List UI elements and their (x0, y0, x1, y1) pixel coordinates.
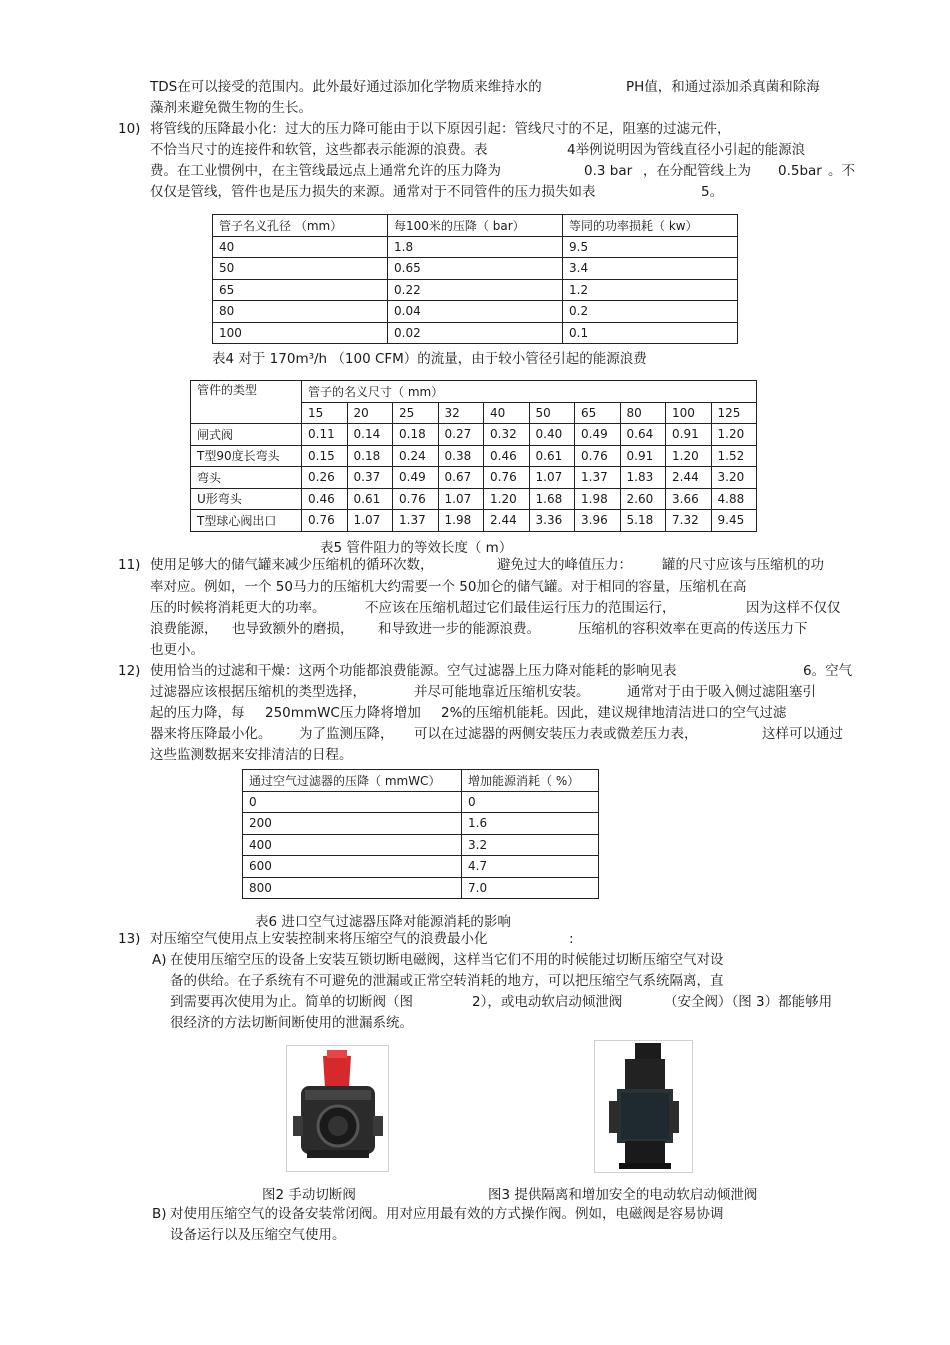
figure2-caption: 图2 手动切断阀 (262, 1187, 356, 1203)
table-cell: 0.49 (575, 424, 621, 446)
table-cell: 1.98 (438, 510, 484, 532)
item10-line3c: ，在分配管线上为 (643, 163, 751, 179)
table6-header: 通过空气过滤器的压降（ mmWC） (243, 770, 462, 792)
table-cell: 1.20 (666, 445, 712, 467)
table-cell: 1.20 (711, 424, 757, 446)
table-cell: 800 (243, 877, 462, 899)
table-cell: 0.91 (620, 445, 666, 467)
table5-size: 50 (529, 402, 575, 424)
table5-caption: 表5 管件阻力的等效长度（ m） (320, 540, 513, 556)
table-cell: 0.27 (438, 424, 484, 446)
item13-line1b: : (569, 931, 574, 947)
table-cell: 4.7 (462, 856, 599, 878)
manual-valve-illustration (287, 1046, 388, 1171)
table-cell: 65 (213, 279, 388, 301)
item11-line3c: 因为这样不仅仅 (746, 600, 841, 616)
dump-valve-illustration (595, 1041, 692, 1172)
table-cell: 0.11 (302, 424, 348, 446)
item10-line2b: 4举例说明因为管线直径小引起的能源浪 (567, 142, 806, 158)
item11-line1b: 避免过大的峰值压力： (497, 557, 632, 573)
item11-line4c: 和导致进一步的能源浪费。 (378, 621, 540, 637)
item12-line3c: 2%的压缩机能耗。因此，建议规律地清洁进口的空气过滤 (441, 705, 787, 721)
item12-line4a: 器来将压降最小化。 (150, 726, 272, 742)
table-cell: 1.68 (529, 488, 575, 510)
table-cell: 1.6 (462, 813, 599, 835)
table-cell: 3.2 (462, 834, 599, 856)
table-cell: 0.18 (347, 445, 393, 467)
table4-header-row (213, 215, 738, 237)
table-cell: 80 (213, 301, 388, 323)
table-cell: 0.76 (393, 488, 439, 510)
table5-size: 15 (302, 402, 348, 424)
table-cell: 3.66 (666, 488, 712, 510)
table-cell: 2.60 (620, 488, 666, 510)
table4-header: 等同的功率损耗（ kw） (563, 215, 738, 237)
item10-line3b: 0.3 bar (584, 163, 633, 179)
table-row (191, 424, 757, 446)
table5-fitting-name: U形弯头 (191, 488, 302, 510)
table-cell: 0.38 (438, 445, 484, 467)
item12-line4d: 这样可以通过 (762, 726, 843, 742)
item12-line2c: 通常对于由于吸入侧过滤阻塞引 (627, 684, 816, 700)
table-row (243, 791, 599, 813)
item10-line3e: 。不 (828, 163, 855, 179)
table-cell: 600 (243, 856, 462, 878)
table-cell: 1.37 (575, 467, 621, 489)
figure3-dump-valve-image (594, 1040, 693, 1173)
item13-subA-line2: 备的供给。在子系统有不可避免的泄漏或正常空转消耗的地方，可以把压缩空气系统隔离，直 (170, 973, 724, 989)
item13-subA-line1: 在使用压缩空压的设备上安装互锁切断电磁阀，这样当它们不用的时候能过切断压缩空气对设 (170, 952, 724, 968)
item12-line4c: 可以在过滤器的两侧安装压力表或微差压力表， (414, 726, 698, 742)
item11-line4b: 也导致额外的磨损， (232, 621, 354, 637)
table-cell: 0.61 (529, 445, 575, 467)
table-cell: 5.18 (620, 510, 666, 532)
item11-number: 11) (118, 557, 141, 573)
table-cell: 7.0 (462, 877, 599, 899)
table-cell: 3.96 (575, 510, 621, 532)
intro-line1a: TDS在可以接受的范围内。此外最好通过添加化学物质来维持水的 (150, 79, 542, 95)
item11-line4d: 压缩机的容积效率在更高的传送压力下 (578, 621, 808, 637)
table5-fitting-name: 闸式阀 (191, 424, 302, 446)
item13-subA-line3c: （安全阀）（图 3）都能够用 (664, 994, 833, 1010)
table-cell: 0.91 (666, 424, 712, 446)
table-cell: 2.44 (666, 467, 712, 489)
table-cell: 9.5 (563, 236, 738, 258)
item13-subA-label: A) (152, 952, 167, 968)
item13-subB-line2: 设备运行以及压缩空气使用。 (170, 1227, 346, 1243)
table-row (191, 488, 757, 510)
table-cell: 0.02 (388, 322, 563, 344)
table-cell: 200 (243, 813, 462, 835)
table-cell: 0.49 (393, 467, 439, 489)
item11-line2: 率对应。例如，一个 50马力的压缩机大约需要一个 50加仑的储气罐。对于相同的容量，压缩机在高 (150, 579, 747, 595)
table5-size: 25 (393, 402, 439, 424)
table-cell: 1.8 (388, 236, 563, 258)
table-cell: 1.07 (438, 488, 484, 510)
table-cell: 1.2 (563, 279, 738, 301)
table-row (191, 445, 757, 467)
table5-fitting-name: T型球心阀出口 (191, 510, 302, 532)
table5-group-header-row (191, 381, 757, 403)
item12-line2b: 并尽可能地靠近压缩机安装。 (414, 684, 590, 700)
table5-group-header: 管子的名义尺寸（ mm） (302, 381, 757, 403)
table-cell: 0.76 (575, 445, 621, 467)
item13-subB-label: B) (152, 1206, 167, 1222)
table-cell: 0.40 (529, 424, 575, 446)
item11-line3a: 压的时候将消耗更大的功率。 (150, 600, 326, 616)
table-cell: 0.46 (302, 488, 348, 510)
item10-line4a: 仅仅是管线，管件也是压力损失的来源。通常对于不同管件的压力损失如表 (150, 184, 596, 200)
item12-line2a: 过滤器应该根据压缩机的类型选择， (150, 684, 366, 700)
table-cell: 1.98 (575, 488, 621, 510)
item12-line5: 这些监测数据来安排清洁的日程。 (150, 747, 353, 763)
item12-line1b: 6。空气 (803, 663, 853, 679)
item10-line4b: 5。 (701, 184, 724, 200)
table-cell: 1.52 (711, 445, 757, 467)
table5-fitting-name: T型90度长弯头 (191, 445, 302, 467)
table-cell: 4.88 (711, 488, 757, 510)
table-cell: 0.37 (347, 467, 393, 489)
figure2-manual-shutoff-valve-image (286, 1045, 389, 1172)
table-cell: 2.44 (484, 510, 530, 532)
table-cell: 3.20 (711, 467, 757, 489)
item13-subA-line3b: 2），或电动软启动倾泄阀 (472, 994, 623, 1010)
table5-size: 80 (620, 402, 666, 424)
table-cell: 400 (243, 834, 462, 856)
table5-fitting-name: 弯头 (191, 467, 302, 489)
item13-subA-line4: 很经济的方法切断间断使用的泄漏系统。 (170, 1015, 413, 1031)
table5-size: 100 (666, 402, 712, 424)
table-cell: 0.04 (388, 301, 563, 323)
table-cell: 0.24 (393, 445, 439, 467)
table-cell: 0 (243, 791, 462, 813)
item12-number: 12) (118, 663, 141, 679)
item11-line3b: 不应该在压缩机超过它们最佳运行压力的范围运行， (365, 600, 676, 616)
table-row (191, 467, 757, 489)
item13-number: 13) (118, 931, 141, 947)
table-row (213, 258, 738, 280)
item12-line3a: 起的压力降，每 (150, 705, 245, 721)
table-cell: 1.07 (347, 510, 393, 532)
table-cell: 0.32 (484, 424, 530, 446)
table-row (243, 877, 599, 899)
table-cell: 1.20 (484, 488, 530, 510)
table-cell: 0 (462, 791, 599, 813)
item10-line3d: 0.5bar (778, 163, 822, 179)
table-cell: 0.18 (393, 424, 439, 446)
table-row (191, 510, 757, 532)
table-row (243, 856, 599, 878)
item12-line1a: 使用恰当的过滤和干燥：这两个功能都浪费能源。空气过滤器上压力降对能耗的影响见表 (150, 663, 677, 679)
table6 (242, 769, 599, 899)
item10-line1: 将管线的压降最小化：过大的压力降可能由于以下原因引起：管线尺寸的不足，阻塞的过滤元件， (150, 121, 731, 137)
table-row (213, 236, 738, 258)
table-row (243, 834, 599, 856)
item10-number: 10) (118, 121, 141, 137)
table4 (212, 214, 738, 344)
table5 (190, 380, 757, 532)
table-cell: 1.07 (529, 467, 575, 489)
table6-header: 增加能源消耗（ %） (462, 770, 599, 792)
table-cell: 0.1 (563, 322, 738, 344)
table5-size: 32 (438, 402, 484, 424)
table-cell: 3.36 (529, 510, 575, 532)
table-row (243, 813, 599, 835)
table-cell: 0.46 (484, 445, 530, 467)
table5-size: 40 (484, 402, 530, 424)
item10-line2a: 不恰当尺寸的连接件和软管，这些都表示能源的浪费。表 (150, 142, 488, 158)
table-cell: 100 (213, 322, 388, 344)
table-row (213, 322, 738, 344)
table5-corner: 管件的类型 (191, 381, 302, 424)
item13-subB-line1: 对使用压缩空气的设备安装常闭阀。用对应用最有效的方式操作阀。例如，电磁阀是容易协调 (170, 1206, 724, 1222)
table4-header: 每100米的压降（ bar） (388, 215, 563, 237)
item12-line3b: 250mmWC压力降将增加 (265, 705, 421, 721)
intro-line1b: PH值，和通过添加杀真菌和除海 (626, 79, 820, 95)
item11-line1a: 使用足够大的储气罐来减少压缩机的循环次数， (150, 557, 434, 573)
table4-caption: 表4 对于 170m³/h （100 CFM）的流量，由于较小管径引起的能源浪费 (212, 351, 647, 367)
table5-size: 20 (347, 402, 393, 424)
table-row (213, 301, 738, 323)
table6-header-row (243, 770, 599, 792)
table-cell: 0.22 (388, 279, 563, 301)
table-cell: 0.65 (388, 258, 563, 280)
table-cell: 40 (213, 236, 388, 258)
table-cell: 0.26 (302, 467, 348, 489)
table6-caption: 表6 进口空气过滤器压降对能源消耗的影响 (255, 914, 511, 930)
table-cell: 0.76 (302, 510, 348, 532)
table5-size: 125 (711, 402, 757, 424)
item11-line5: 也更小。 (150, 642, 204, 658)
table-cell: 0.76 (484, 467, 530, 489)
table-cell: 3.4 (563, 258, 738, 280)
table-cell: 0.14 (347, 424, 393, 446)
table-cell: 1.37 (393, 510, 439, 532)
item12-line4b: 为了监测压降， (299, 726, 394, 742)
table-cell: 1.83 (620, 467, 666, 489)
table-cell: 0.2 (563, 301, 738, 323)
table-cell: 7.32 (666, 510, 712, 532)
table5-size: 65 (575, 402, 621, 424)
intro-line2: 藻剂来避免微生物的生长。 (150, 100, 312, 116)
figure3-caption: 图3 提供隔离和增加安全的电动软启动倾泄阀 (488, 1187, 758, 1203)
table-cell: 0.15 (302, 445, 348, 467)
table-cell: 9.45 (711, 510, 757, 532)
table-cell: 50 (213, 258, 388, 280)
item13-subA-line3a: 到需要再次使用为止。简单的切断阀（图 (170, 994, 413, 1010)
table-cell: 0.67 (438, 467, 484, 489)
item10-line3a: 费。在工业惯例中，在主管线最远点上通常允许的压力降为 (150, 163, 501, 179)
item11-line4a: 浪费能源， (150, 621, 218, 637)
item13-line1a: 对压缩空气使用点上安装控制来将压缩空气的浪费最小化 (150, 931, 488, 947)
table-row (213, 279, 738, 301)
table4-header: 管子名义孔径 （mm） (213, 215, 388, 237)
table-cell: 0.64 (620, 424, 666, 446)
table-cell: 0.61 (347, 488, 393, 510)
item11-line1c: 罐的尺寸应该与压缩机的功 (662, 557, 824, 573)
